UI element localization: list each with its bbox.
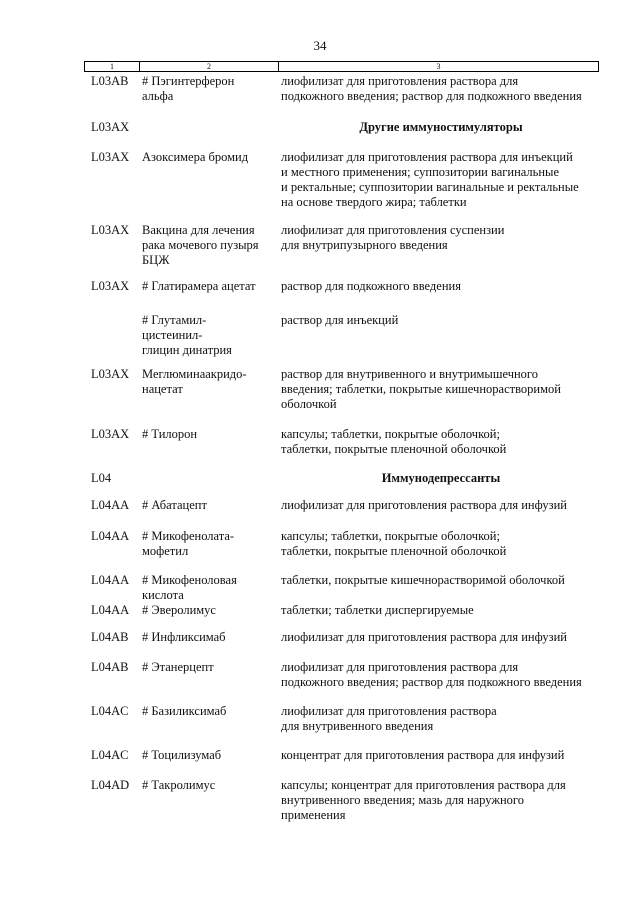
drug-name-line: # Микофенолата- bbox=[142, 529, 235, 543]
drug-name-line: # Базиликсимаб bbox=[142, 704, 227, 718]
atc-code: L04AC bbox=[91, 704, 129, 718]
dosage-form-line: для внутривенного введения bbox=[281, 719, 434, 733]
column-number-3: 3 bbox=[436, 62, 441, 71]
dosage-form-line: лиофилизат для приготовления раствора для bbox=[281, 74, 519, 88]
dosage-form-line: подкожного введения; раствор для подкожного введения bbox=[281, 89, 582, 103]
drug-name bbox=[142, 748, 272, 763]
atc-code: L04AA bbox=[91, 603, 130, 617]
atc-code: L04AD bbox=[91, 778, 130, 792]
atc-code: L03AX bbox=[91, 279, 130, 293]
drug-name bbox=[142, 427, 272, 442]
drug-name-line: # Тилорон bbox=[142, 427, 198, 441]
atc-code: L03AX bbox=[91, 427, 130, 441]
atc-code: L04AA bbox=[91, 573, 130, 587]
atc-code: L04 bbox=[91, 471, 112, 485]
dosage-form bbox=[281, 223, 606, 253]
drug-name-line: Меглюминаакридо- bbox=[142, 367, 247, 381]
drug-name bbox=[142, 498, 272, 513]
dosage-form-line: раствор для подкожного введения bbox=[281, 279, 461, 293]
drug-name bbox=[142, 223, 272, 268]
drug-name-line: кислота bbox=[142, 588, 184, 602]
dosage-form-line: для внутрипузырного введения bbox=[281, 238, 448, 252]
dosage-form bbox=[281, 367, 606, 412]
drug-name-line: нацетат bbox=[142, 382, 183, 396]
column-number-1: 1 bbox=[110, 62, 114, 71]
atc-code: L03AX bbox=[91, 367, 130, 381]
atc-code: L04AA bbox=[91, 529, 130, 543]
dosage-form bbox=[281, 150, 606, 210]
drug-name bbox=[142, 279, 272, 294]
column-number-2: 2 bbox=[207, 62, 211, 71]
dosage-form-line: раствор для инъекций bbox=[281, 313, 399, 327]
dosage-form-line: таблетки, покрытые пленочной оболочкой bbox=[281, 442, 507, 456]
drug-name bbox=[142, 573, 272, 603]
dosage-form-line: раствор для внутривенного и внутримышечного bbox=[281, 367, 538, 381]
drug-name-line: БЦЖ bbox=[142, 253, 170, 267]
dosage-form-line: таблетки; таблетки диспергируемые bbox=[281, 603, 474, 617]
drug-name bbox=[142, 529, 272, 559]
drug-name-line: # Инфликсимаб bbox=[142, 630, 226, 644]
dosage-form-line: на основе твердого жира; таблетки bbox=[281, 195, 467, 209]
drug-name-line: глицин динатрия bbox=[142, 343, 232, 357]
drug-name-line: альфа bbox=[142, 89, 174, 103]
drug-name-line: цистеинил- bbox=[142, 328, 203, 342]
column-number-header bbox=[84, 61, 599, 72]
drug-name-line: # Эверолимус bbox=[142, 603, 216, 617]
drug-name bbox=[142, 367, 272, 397]
atc-code: L03AB bbox=[91, 74, 129, 88]
dosage-form-line: лиофилизат для приготовления суспензии bbox=[281, 223, 505, 237]
dosage-form-line: и ректальные; суппозитории вагинальные и ректальные bbox=[281, 180, 579, 194]
drug-name-line: # Тоцилизумаб bbox=[142, 748, 222, 762]
drug-name-line: # Пэгинтерферон bbox=[142, 74, 235, 88]
atc-code: L04AA bbox=[91, 498, 130, 512]
dosage-form-line: лиофилизат для приготовления раствора для инфузий bbox=[281, 630, 567, 644]
atc-code: L03AX bbox=[91, 120, 130, 134]
dosage-form-line: лиофилизат для приготовления раствора для инфузий bbox=[281, 498, 567, 512]
atc-code: L04AC bbox=[91, 748, 129, 762]
dosage-form-line: капсулы; таблетки, покрытые оболочкой; bbox=[281, 427, 500, 441]
dosage-form bbox=[281, 313, 606, 328]
section-heading: Другие иммуностимуляторы bbox=[359, 120, 523, 134]
atc-code: L04AB bbox=[91, 630, 129, 644]
drug-name-line: # Абатацепт bbox=[142, 498, 207, 512]
drug-name bbox=[142, 704, 272, 719]
drug-name-line: # Этанерцепт bbox=[142, 660, 214, 674]
drug-name bbox=[142, 660, 272, 675]
drug-name-line: рака мочевого пузыря bbox=[142, 238, 259, 252]
dosage-form-line: таблетки, покрытые кишечнорастворимой оболочкой bbox=[281, 573, 565, 587]
drug-name bbox=[142, 778, 272, 793]
dosage-form-line: капсулы; таблетки, покрытые оболочкой; bbox=[281, 529, 500, 543]
drug-name bbox=[142, 313, 272, 358]
drug-name-line: # Глутамил- bbox=[142, 313, 207, 327]
drug-name bbox=[142, 74, 272, 104]
dosage-form bbox=[281, 660, 606, 690]
dosage-form-line: лиофилизат для приготовления раствора для инъекций bbox=[281, 150, 573, 164]
dosage-form-line: внутривенного введения; мазь для наружного bbox=[281, 793, 524, 807]
drug-name-line: # Глатирамера ацетат bbox=[142, 279, 256, 293]
dosage-form-line: капсулы; концентрат для приготовления раствора для bbox=[281, 778, 566, 792]
dosage-form-line: таблетки, покрытые пленочной оболочкой bbox=[281, 544, 507, 558]
dosage-form-line: применения bbox=[281, 808, 346, 822]
drug-name-line: Азоксимера бромид bbox=[142, 150, 249, 164]
atc-code: L04AB bbox=[91, 660, 129, 674]
dosage-form-line: и местного применения; суппозитории вагинальные bbox=[281, 165, 559, 179]
dosage-form-line: подкожного введения; раствор для подкожного введения bbox=[281, 675, 582, 689]
page-number: 34 bbox=[313, 38, 327, 53]
dosage-form-line: концентрат для приготовления раствора для инфузий bbox=[281, 748, 565, 762]
dosage-form-line: лиофилизат для приготовления раствора bbox=[281, 704, 497, 718]
dosage-form bbox=[281, 573, 606, 588]
dosage-form bbox=[281, 74, 606, 104]
atc-code: L03AX bbox=[91, 223, 130, 237]
dosage-form bbox=[281, 748, 606, 763]
section-heading: Иммунодепрессанты bbox=[381, 471, 501, 485]
dosage-form bbox=[281, 704, 606, 734]
dosage-form bbox=[281, 279, 606, 294]
atc-code: L03AX bbox=[91, 150, 130, 164]
drug-name-line: Вакцина для лечения bbox=[142, 223, 255, 237]
dosage-form-line: введения; таблетки, покрытые кишечнорастворимой bbox=[281, 382, 561, 396]
dosage-form-line: оболочкой bbox=[281, 397, 337, 411]
dosage-form bbox=[281, 603, 606, 618]
dosage-form bbox=[281, 427, 606, 457]
dosage-form bbox=[281, 630, 606, 645]
drug-name bbox=[142, 603, 272, 618]
dosage-form bbox=[281, 529, 606, 559]
drug-name bbox=[142, 630, 272, 645]
drug-name bbox=[142, 150, 272, 165]
drug-name-line: мофетил bbox=[142, 544, 189, 558]
dosage-form-line: лиофилизат для приготовления раствора для bbox=[281, 660, 519, 674]
dosage-form bbox=[281, 498, 606, 513]
dosage-form bbox=[281, 778, 606, 823]
drug-name-line: # Такролимус bbox=[142, 778, 216, 792]
drug-name-line: # Микофеноловая bbox=[142, 573, 237, 587]
